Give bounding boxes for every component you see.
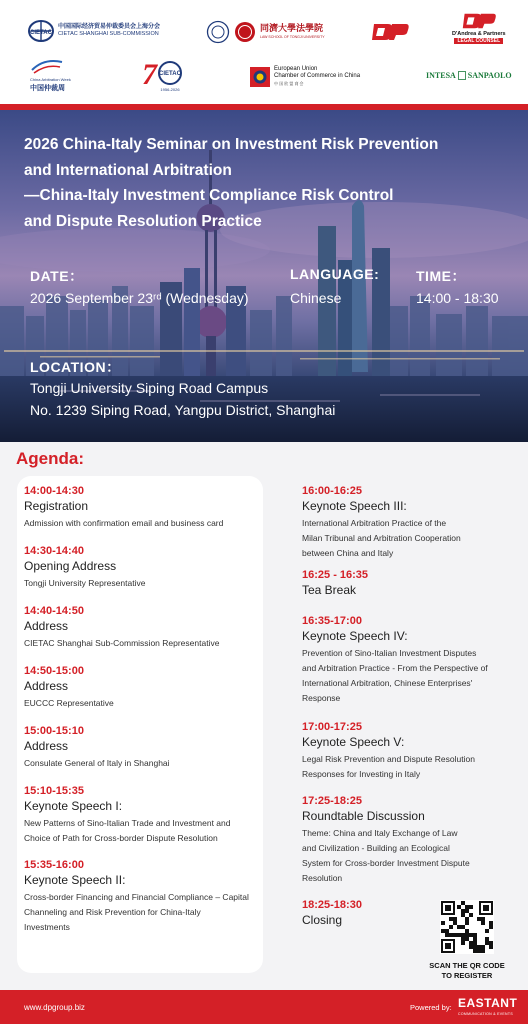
qr-module	[465, 905, 469, 909]
qr-module	[489, 945, 493, 949]
agenda-item	[24, 724, 260, 771]
cietac-en-name: CIETAC SHANGHAI SUB-COMMISSION	[58, 31, 159, 37]
agenda-item-description-line: International Arbitration, Chinese Enterprises'	[302, 678, 473, 688]
date-value: 2026 September 23ʳᵈ (Wednesday)	[30, 290, 249, 306]
qr-module	[465, 909, 469, 913]
agenda-item-description	[24, 816, 260, 846]
intesa-text: INTESA	[426, 71, 456, 80]
cietac-cn-name: 中国国际经济贸易仲裁委员会上海分会	[58, 24, 161, 30]
footer-bar	[0, 990, 528, 1024]
agenda-item-time: 15:35-16:00	[24, 859, 84, 871]
agenda-item-description-line: Response	[302, 693, 341, 703]
agenda-item-description-line: Admission with confirmation email and business card	[24, 518, 224, 528]
agenda-item-time: 14:00-14:30	[24, 485, 84, 497]
agenda-item-time: 16:35-17:00	[302, 615, 362, 627]
location-line-1: Tongji University Siping Road Campus	[30, 380, 269, 396]
language-value: Chinese	[290, 290, 342, 306]
agenda-item-description	[302, 752, 520, 782]
qr-module	[481, 917, 485, 921]
qr-module	[481, 949, 485, 953]
qr-module	[445, 929, 449, 933]
agenda-item-time: 15:10-15:35	[24, 785, 84, 797]
agenda-item-description-line: EUCCC Representative	[24, 698, 114, 708]
eu-chamber-l1: European Union	[274, 66, 318, 72]
eu-chamber-l2: Chamber of Commerce in China	[274, 73, 361, 79]
agenda-item-description-line: International Arbitration Practice of the	[302, 518, 447, 528]
agenda-item-description-line: Investments	[24, 922, 70, 932]
cietac-shanghai-logo	[28, 20, 160, 42]
footer-powered-by: Powered by:	[410, 1003, 452, 1012]
agenda-item-time: 17:25-18:25	[302, 795, 362, 807]
arbitration-week-swoosh-icon	[30, 58, 64, 76]
agenda-item-heading: Roundtable Discussion	[302, 809, 425, 823]
agenda-item-description-line: Choice of Path for Cross-border Dispute Resolution	[24, 833, 218, 843]
agenda-item-heading: Tea Break	[302, 583, 357, 597]
agenda-item-time: 16:25 - 16:35	[302, 569, 369, 581]
qr-module	[489, 941, 493, 945]
agenda-item-description	[24, 516, 260, 531]
agenda-item-description-line: Resolution	[302, 873, 343, 883]
language-label: LANGUAGE:	[290, 266, 380, 282]
qr-module	[461, 901, 465, 905]
arbitration-week-en: China Arbitration Week	[30, 77, 71, 82]
agenda-item-time: 17:00-17:25	[302, 721, 362, 733]
qr-module	[461, 937, 465, 941]
qr-module	[461, 925, 465, 929]
qr-module	[473, 937, 477, 941]
agenda-item	[302, 614, 520, 706]
dp-name: D'Andrea & Partners	[452, 31, 506, 37]
agenda-item-heading: Registration	[24, 499, 89, 513]
event-title-line-4: and Dispute Resolution Practice	[24, 212, 262, 230]
qr-module	[465, 929, 469, 933]
qr-caption-line-2: TO REGISTER	[441, 971, 493, 980]
agenda-item-heading: Keynote Speech II:	[24, 873, 126, 887]
cietac-years-text: 1956-2026	[160, 87, 180, 92]
agenda-item-time: 15:00-15:10	[24, 725, 84, 737]
qr-module	[469, 913, 473, 917]
seventy-digit: 7	[142, 58, 157, 91]
qr-module	[449, 925, 453, 929]
qr-caption	[420, 961, 514, 981]
qr-module	[453, 933, 457, 937]
agenda-item	[302, 484, 520, 561]
agenda-item-heading: Keynote Speech V:	[302, 735, 405, 749]
agenda-item-description-line: Consulate General of Italy in Shanghai	[24, 758, 170, 768]
qr-module	[453, 921, 457, 925]
qr-module	[469, 905, 473, 909]
tongji-law-logo	[206, 20, 325, 44]
agenda-item-time: 14:40-14:50	[24, 605, 84, 617]
qr-module	[449, 933, 453, 937]
agenda-item	[302, 568, 520, 598]
agenda-item-description-line: Legal Risk Prevention and Dispute Resolution	[302, 754, 475, 764]
qr-module	[465, 917, 469, 921]
event-title	[24, 132, 514, 234]
partner-logos	[0, 0, 528, 108]
agenda-item-description-line: System for Cross-border Investment Dispute	[302, 858, 470, 868]
intesa-sanpaolo-logo	[426, 71, 512, 80]
qr-module	[457, 933, 461, 937]
agenda-item-description	[24, 576, 260, 591]
agenda-item-time: 16:00-16:25	[302, 485, 362, 497]
qr-module	[477, 945, 481, 949]
tongji-emblem-icon	[206, 20, 230, 44]
qr-module	[465, 937, 469, 941]
agenda-item-description	[302, 646, 520, 706]
agenda-item-description	[24, 756, 260, 771]
qr-module	[473, 949, 477, 953]
agenda-item	[24, 858, 260, 935]
time-label: TIME：	[416, 268, 466, 284]
qr-module	[485, 929, 489, 933]
qr-module	[469, 933, 473, 937]
qr-module	[477, 917, 481, 921]
eu-chamber-logo	[250, 66, 360, 87]
qr-module	[461, 913, 465, 917]
agenda-item-time: 18:25-18:30	[302, 899, 362, 911]
agenda-item-heading: Opening Address	[24, 559, 117, 573]
agenda-item	[302, 720, 520, 782]
qr-module	[441, 921, 445, 925]
date-label: DATE：	[30, 268, 84, 284]
agenda-item-heading: Closing	[302, 913, 343, 927]
agenda-item-description-line: Tongji University Representative	[24, 578, 146, 588]
qr-module	[469, 941, 473, 945]
agenda-item-description	[24, 636, 260, 651]
agenda-item-description-line: Prevention of Sino-Italian Investment Disputes	[302, 648, 477, 658]
agenda-item-description	[24, 890, 260, 935]
registration-qr-code[interactable]	[440, 900, 494, 954]
agenda-item	[24, 784, 260, 846]
qr-module	[457, 925, 461, 929]
qr-module	[473, 941, 477, 945]
agenda-item-description-line: Channeling and Risk Prevention for China-Italy	[24, 907, 201, 917]
qr-module	[485, 941, 489, 945]
cietac-70-badge-text: CIETAC	[159, 71, 181, 77]
location-line-2: No. 1239 Siping Road, Yangpu District, Shanghai	[30, 402, 336, 418]
agenda-item-description	[302, 826, 520, 886]
time-value: 14:00 - 18:30	[416, 290, 499, 306]
agenda-title: Agenda:	[16, 449, 84, 468]
footer-website-link[interactable]: www.dpgroup.biz	[24, 1003, 85, 1012]
dp-red-logo	[370, 22, 410, 42]
intesa-emblem-icon	[458, 71, 466, 80]
sanpaolo-text: SANPAOLO	[467, 71, 512, 80]
cietac-70-anniversary-icon	[140, 56, 190, 94]
dp-monogram-icon	[370, 22, 410, 42]
qr-module	[485, 937, 489, 941]
qr-module	[465, 933, 469, 937]
qr-module	[489, 921, 493, 925]
tongji-cn-name: 同濟大學法學院	[260, 23, 324, 33]
cietac-badge-text: CIETAC	[30, 30, 52, 36]
agenda-item-heading: Keynote Speech IV:	[302, 629, 408, 643]
event-title-line-2: and International Arbitration	[24, 161, 232, 179]
qr-module	[445, 933, 449, 937]
agenda-item-description-line: Cross-border Financing and Financial Compliance – Capital	[24, 892, 249, 902]
qr-module	[441, 929, 445, 933]
china-arbitration-week-logo	[30, 58, 71, 93]
qr-module	[469, 945, 473, 949]
cietac-globe-icon	[28, 20, 54, 42]
qr-module	[473, 933, 477, 937]
agenda-item-description	[302, 516, 520, 561]
agenda-item-description-line: and Civilization - Building an Ecological	[302, 843, 450, 853]
qr-module	[461, 941, 465, 945]
agenda-item	[302, 794, 520, 886]
dp-tagline: LEGAL COUNSEL	[454, 38, 503, 44]
qr-module	[449, 917, 453, 921]
event-title-line-3: —China-Italy Investment Compliance Risk Control	[24, 187, 394, 204]
agenda-item-description-line: Theme: China and Italy Exchange of Law	[302, 828, 458, 838]
eastant-tagline: COMMUNICATION & EVENTS	[458, 1012, 513, 1016]
arbitration-week-cn: 中国仲裁周	[30, 85, 65, 92]
agenda-item-time: 14:50-15:00	[24, 665, 84, 677]
event-title-line-1: 2026 China-Italy Seminar on Investment Risk Prevention	[24, 136, 439, 153]
eastant-logo: EASTANT	[458, 996, 518, 1010]
agenda-item-description-line: Milan Tribunal and Arbitration Cooperation	[302, 533, 461, 543]
agenda-item-heading: Address	[24, 619, 69, 633]
eu-chamber-cn: 中 国 欧 盟 商 会	[274, 81, 304, 86]
location-label: LOCATION：	[30, 359, 121, 375]
agenda-item-description-line: and Arbitration Practice - From the Perspective of	[302, 663, 488, 673]
agenda-item-description-line: CIETAC Shanghai Sub-Commission Representative	[24, 638, 220, 648]
qr-module	[481, 945, 485, 949]
qr-module	[489, 925, 493, 929]
qr-module	[473, 945, 477, 949]
agenda-item	[24, 544, 260, 591]
agenda-item-time: 14:30-14:40	[24, 545, 84, 557]
law-school-seal-icon	[234, 21, 256, 43]
dp-small-monogram-icon	[461, 12, 497, 30]
dandrea-partners-logo	[452, 12, 506, 44]
qr-module	[461, 909, 465, 913]
qr-module	[461, 933, 465, 937]
qr-module	[453, 917, 457, 921]
qr-module	[477, 949, 481, 953]
agenda-item-heading: Keynote Speech III:	[302, 499, 407, 513]
agenda-item	[24, 664, 260, 711]
agenda-item	[24, 604, 260, 651]
qr-caption-line-1: SCAN THE QR CODE	[429, 961, 505, 970]
hero-banner	[0, 110, 528, 442]
qr-module	[481, 921, 485, 925]
agenda-item-heading: Keynote Speech I:	[24, 799, 123, 813]
qr-module	[457, 905, 461, 909]
qr-module	[465, 921, 469, 925]
agenda-item-heading: Address	[24, 739, 69, 753]
cietac-70-years-logo	[140, 56, 190, 94]
agenda-item-description-line: between China and Italy	[302, 548, 394, 558]
agenda-item-description-line: New Patterns of Sino-Italian Trade and Investment and	[24, 818, 231, 828]
agenda-item-description-line: Responses for Investing in Italy	[302, 769, 421, 779]
agenda-item-heading: Address	[24, 679, 69, 693]
agenda-item	[24, 484, 260, 531]
eu-chamber-flag-icon	[250, 67, 270, 87]
tongji-en-name: LAW SCHOOL OF TONGJI UNIVERSITY	[260, 35, 325, 39]
agenda-item-description	[24, 696, 260, 711]
